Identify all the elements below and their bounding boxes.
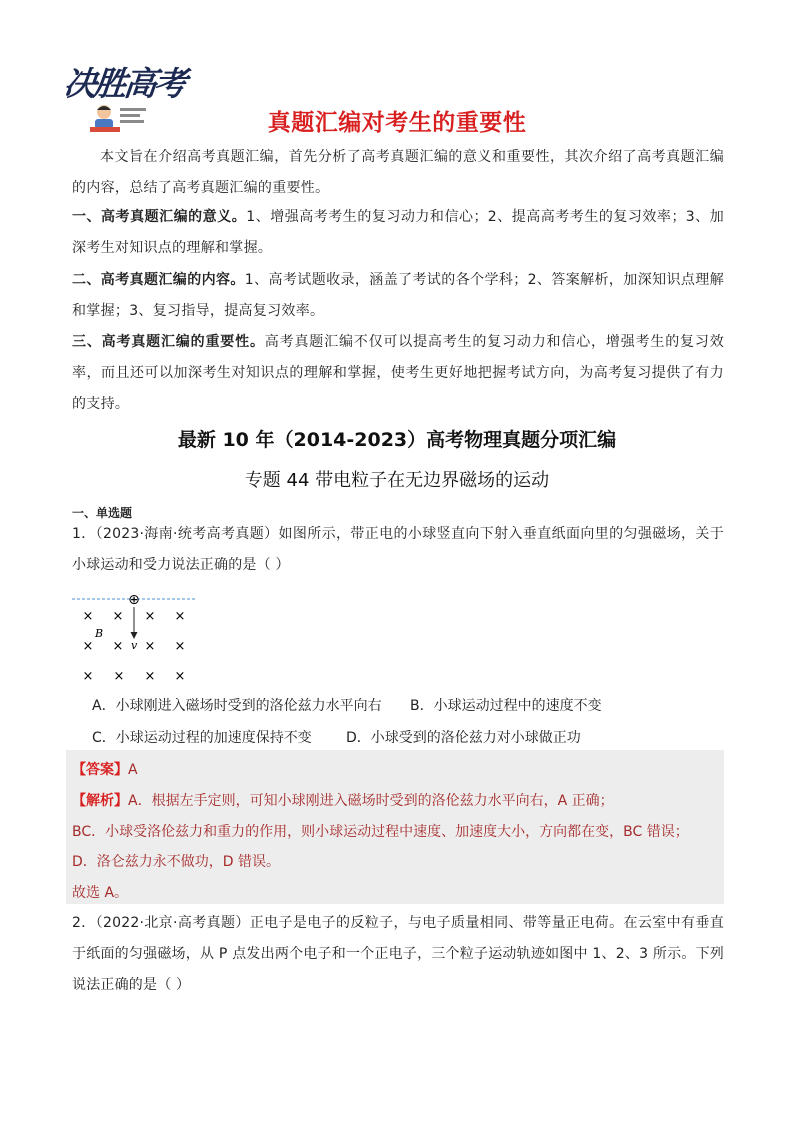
section-body: 高考真题汇编不仅可以提高考生的复习动力和信心，增强考生的复习效率，而且还可以加深考生对知识点的理解和掌握，使考生更好地把握考试方向，为高考复习提供了有力的支持。 (72, 334, 724, 412)
topic-title: 专题 44 带电粒子在无边界磁场的运动 (244, 470, 550, 491)
field-cross: × (174, 609, 186, 624)
analysis-line (72, 790, 614, 810)
analysis-tag: 【解析】 (72, 793, 128, 809)
section-heading: 三、高考真题汇编的重要性。 (72, 334, 265, 350)
option-a: A．小球刚进入磁场时受到的洛伦兹力水平向右 (92, 698, 382, 714)
analysis-text: A．根据左手定则，可知小球刚进入磁场时受到的洛伦兹力水平向右，A 正确； (128, 793, 614, 809)
field-cross: × (174, 639, 186, 654)
section-content (72, 265, 724, 327)
field-cross: × (174, 669, 186, 684)
field-cross: × (112, 639, 124, 654)
positive-charge-symbol: ⊕ (128, 592, 140, 608)
option-b: B．小球运动过程中的速度不变 (410, 698, 602, 714)
logo-text: 决胜高考 (61, 64, 186, 103)
field-cross: × (82, 669, 94, 684)
analysis-conclusion: 故选 A。 (72, 885, 129, 901)
field-cross: × (144, 669, 156, 684)
field-cross: × (82, 639, 94, 654)
main-title: 真题汇编对考生的重要性 (267, 110, 527, 136)
series-title: 最新 10 年（2014-2023）高考物理真题分项汇编 (177, 429, 617, 451)
intro-paragraph: 本文旨在介绍高考真题汇编，首先分析了高考真题汇编的意义和重要性，其次介绍了高考真题汇编的内容，总结了高考真题汇编的重要性。 (72, 149, 724, 196)
magnetic-field-figure (72, 590, 202, 686)
answer-line (72, 759, 138, 779)
field-label: B (95, 627, 104, 640)
field-cross: × (144, 639, 156, 654)
analysis-line: D．洛仑兹力永不做功，D 错误。 (72, 854, 281, 870)
question-2-text: 2．（2022·北京·高考真题）正电子是电子的反粒子，与电子质量相同、带等量正电荷。在云室中有垂直于纸面的匀强磁场，从 P 点发出两个电子和一个正电子，三个粒子运动轨迹如图中 1、2、3 所示。下列说法正确的是（ ） (72, 915, 724, 993)
section-heading: 二、高考真题汇编的内容。 (72, 272, 245, 288)
section-body: 1、增强高考考生的复习动力和信心；2、提高高考考生的复习效率；3、加深考生对知识点的理解和掌握。 (72, 209, 724, 256)
section-body: 1、高考试题收录，涵盖了考试的各个学科；2、答案解析，加深知识点理解和掌握；3、复习指导，提高复习效率。 (72, 272, 724, 319)
field-cross: × (112, 609, 124, 624)
section-importance (72, 327, 724, 420)
field-cross: × (144, 609, 156, 624)
velocity-label: v (131, 639, 138, 652)
answer-tag: 【答案】 (72, 762, 128, 778)
analysis-line: BC．小球受洛伦兹力和重力的作用，则小球运动过程中速度、加速度大小，方向都在变，BC 错误； (72, 824, 689, 840)
option-c: C．小球运动过程的加速度保持不变 (92, 730, 312, 746)
option-d: D．小球受到的洛伦兹力对小球做正功 (346, 730, 581, 746)
velocity-arrowhead (131, 632, 138, 639)
answer-value: A (128, 762, 138, 778)
question-1-text: 1．（2023·海南·统考高考真题）如图所示，带正电的小球竖直向下射入垂直纸面向里的匀强磁场，关于小球运动和受力说法正确的是（ ） (72, 526, 724, 573)
field-cross: × (113, 669, 125, 684)
section-label: 一、单选题 (72, 506, 133, 520)
field-cross: × (82, 609, 94, 624)
section-significance (72, 202, 724, 264)
section-heading: 一、高考真题汇编的意义。 (72, 209, 247, 225)
